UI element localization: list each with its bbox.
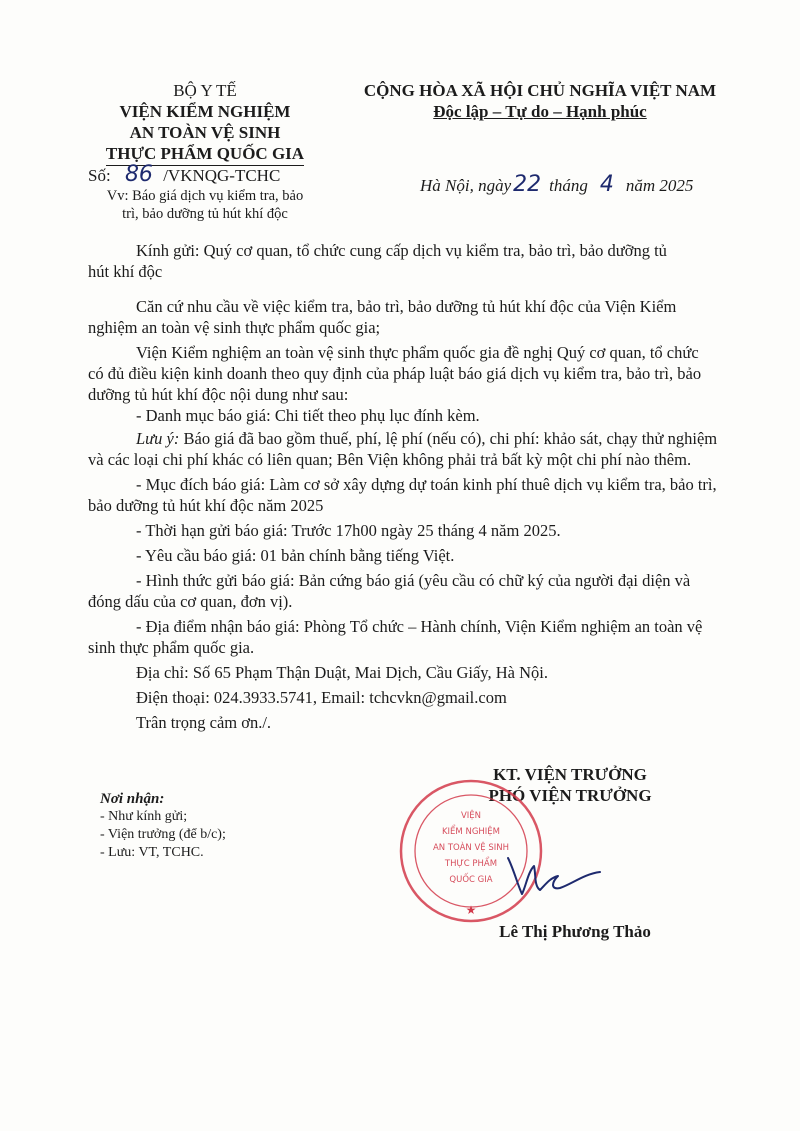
signature-role-2: PHÓ VIỆN TRƯỞNG xyxy=(488,786,652,805)
letter-body xyxy=(88,296,738,733)
place-line-2: sinh thực phẩm quốc gia. xyxy=(88,638,255,657)
form-line-1: - Hình thức gửi báo giá: Bản cứng báo giá (yêu cầu có chữ ký của người đại diện và xyxy=(136,571,691,590)
closing: Trân trọng cảm ơn./. xyxy=(136,713,272,732)
date-prefix: Hà Nội, ngày xyxy=(420,176,512,195)
number-label: Số: xyxy=(88,166,111,185)
seal-line-2: KIỂM NGHIỆM xyxy=(441,827,501,837)
p1-line-1: Căn cứ nhu cầu về việc kiểm tra, bảo trì, bảo dưỡng tủ hút khí độc của Viện Kiểm xyxy=(136,297,677,316)
document-date xyxy=(420,172,693,197)
date-month-label: tháng xyxy=(549,176,588,195)
document-subject xyxy=(70,187,340,223)
institute-line-3: THỰC PHẨM QUỐC GIA xyxy=(106,143,304,166)
seal-line-5: QUỐC GIA xyxy=(449,875,493,885)
note-line-2: và các loại chi phí khác có liên quan; Bên Viện không phải trả bất kỳ một chi phí nào thêm. xyxy=(88,450,692,469)
number-handwritten: 86 xyxy=(124,162,153,187)
recipients-block xyxy=(100,790,226,862)
signature-role-1: KT. VIỆN TRƯỞNG xyxy=(493,765,647,784)
recipient-item-1: - Như kính gửi; xyxy=(100,809,188,824)
right-header xyxy=(330,80,750,122)
item-list: - Danh mục báo giá: Chi tiết theo phụ lục đính kèm. xyxy=(136,406,480,425)
purpose-line-2: bảo dưỡng tủ hút khí độc năm 2025 xyxy=(88,496,324,515)
phone-email: Điện thoại: 024.3933.5741, Email: tchcvkn@gmail.com xyxy=(136,688,507,707)
left-header xyxy=(70,80,340,166)
document-number xyxy=(88,162,280,187)
national-motto: Độc lập – Tự do – Hạnh phúc xyxy=(433,102,647,121)
place-line-1: - Địa điểm nhận báo giá: Phòng Tổ chức – Hành chính, Viện Kiểm nghiệm an toàn vệ xyxy=(136,617,703,636)
number-suffix: /VKNQG-TCHC xyxy=(163,166,281,185)
seal-line-4: THỰC PHẨM xyxy=(444,859,498,869)
recipients-title: Nơi nhận: xyxy=(100,791,165,807)
recipient-item-3: - Lưu: VT, TCHC. xyxy=(100,845,204,860)
seal-line-1: VIỆN xyxy=(460,811,482,821)
recipient-item-2: - Viện trưởng (để b/c); xyxy=(100,827,226,842)
handwritten-signature xyxy=(500,848,610,908)
date-year: năm 2025 xyxy=(625,176,694,195)
date-day: 22 xyxy=(513,172,542,197)
institute-line-1: VIỆN KIỂM NGHIỆM xyxy=(119,102,291,121)
requirement: - Yêu cầu báo giá: 01 bản chính bằng tiếng Việt. xyxy=(136,546,455,565)
purpose-line-1: - Mục đích báo giá: Làm cơ sở xây dựng dự toán kinh phí thuê dịch vụ kiểm tra, bảo trì, xyxy=(136,475,717,494)
address: Địa chỉ: Số 65 Phạm Thận Duật, Mai Dịch, Cầu Giấy, Hà Nội. xyxy=(136,663,548,682)
ministry-name: BỘ Y TẾ xyxy=(173,81,237,100)
date-month: 4 xyxy=(599,172,614,197)
note-label: Lưu ý: xyxy=(136,429,180,448)
svg-text:★: ★ xyxy=(465,903,477,917)
recipient-line-2: hút khí độc xyxy=(88,262,163,281)
form-line-2: đóng dấu của cơ quan, đơn vị). xyxy=(88,592,293,611)
institute-line-2: AN TOÀN VỆ SINH xyxy=(129,123,281,142)
seal-line-3: AN TOÀN VỆ SINH xyxy=(432,843,510,853)
note-line-1 xyxy=(88,428,738,449)
p2-line-3: dưỡng tủ hút khí độc nội dung như sau: xyxy=(88,385,349,404)
signer-name: Lê Thị Phương Thảo xyxy=(499,922,651,941)
deadline: - Thời hạn gửi báo giá: Trước 17h00 ngày 25 tháng 4 năm 2025. xyxy=(136,521,561,540)
recipient xyxy=(88,240,728,282)
subject-line-1: Vv: Báo giá dịch vụ kiểm tra, bảo xyxy=(106,188,304,204)
p1-line-2: nghiệm an toàn vệ sinh thực phẩm quốc gia; xyxy=(88,318,381,337)
subject-line-2: trì, bảo dưỡng tủ hút khí độc xyxy=(122,206,288,222)
p2-line-1: Viện Kiểm nghiệm an toàn vệ sinh thực phẩm quốc gia đề nghị Quý cơ quan, tổ chức xyxy=(136,343,699,362)
recipient-line-1: Kính gửi: Quý cơ quan, tổ chức cung cấp dịch vụ kiểm tra, bảo trì, bảo dưỡng tủ xyxy=(136,241,667,260)
country-name: CỘNG HÒA XÃ HỘI CHỦ NGHĨA VIỆT NAM xyxy=(363,81,717,100)
note-text: Báo giá đã bao gồm thuế, phí, lệ phí (nếu có), chi phí: khảo sát, chạy thử nghiệm xyxy=(179,429,718,448)
p2-line-2: có đủ điều kiện kinh doanh theo quy định của pháp luật báo giá dịch vụ kiểm tra, bảo trì, bảo xyxy=(88,364,702,383)
